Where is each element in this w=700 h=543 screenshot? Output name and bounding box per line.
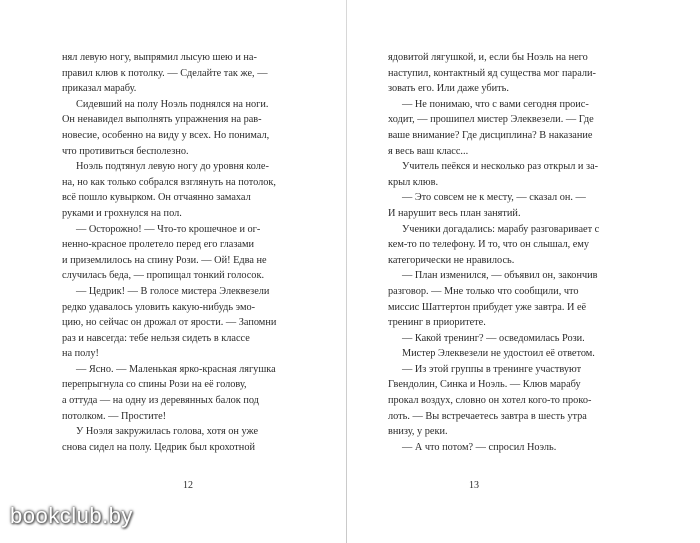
text-line: внизу, у реки. xyxy=(388,426,448,438)
right-page-number: 13 xyxy=(469,480,479,491)
left-page-number: 12 xyxy=(183,480,193,491)
text-line: Ученики догадались: марабу разговаривает с xyxy=(402,223,600,235)
text-line: — Осторожно! — Что-то крошечное и ог- xyxy=(76,223,261,235)
text-line: крыл клюв. xyxy=(388,176,439,188)
text-line: раз и навсегда: тебе нельзя сидеть в классе xyxy=(62,332,250,344)
text-line: всё пошло кувырком. Он отчаянно замахал xyxy=(62,192,251,204)
text-line: лоть. — Вы встречаетесь завтра в шесть утра xyxy=(388,410,587,422)
text-line: Учитель пеёкся и несколько раз открыл и за- xyxy=(402,161,599,173)
text-line: ядовитой лягушкой, и, если бы Ноэль на него xyxy=(388,52,588,63)
text-line: наступил, контактный яд существа мог парали- xyxy=(388,67,596,79)
text-line: зовать его. Или даже убить. xyxy=(388,83,509,95)
text-line: ваше внимание? Где дисциплина? В наказание xyxy=(388,129,593,141)
text-line: на, но как только собрался взглянуть на потолок, xyxy=(62,176,277,188)
text-line: Мистер Элеквезели не удостоил её ответом. xyxy=(402,348,595,360)
text-line: кем-то по телефону. И то, что он слышал, ему xyxy=(388,239,589,251)
text-line: снова сидел на полу. Цедрик был крохотной xyxy=(62,441,255,453)
text-line: ходит, — прошипел мистер Элеквезели. — Где xyxy=(388,114,594,126)
text-line: на полу! xyxy=(62,348,99,360)
text-line: перепрыгнула со спины Рози на её голову, xyxy=(62,379,247,391)
text-line: правил клюв к потолку. — Сделайте так же, — xyxy=(62,67,268,79)
text-line: а оттуда — на одну из деревянных балок под xyxy=(62,395,259,407)
text-line: что противиться бесполезно. xyxy=(62,145,189,157)
text-line: руками и грохнулся на пол. xyxy=(62,207,182,219)
text-line: разговор. — Мне только что сообщили, что xyxy=(388,285,579,297)
text-line: Сидевший на полу Ноэль поднялся на ноги. xyxy=(76,98,269,110)
text-line: — Это совсем не к месту, — сказал он. — xyxy=(402,192,586,204)
text-line: редко удавалось уловить какую-нибудь эмо- xyxy=(62,301,256,313)
text-line: ненно-красное пролетело перед его глазами xyxy=(62,239,255,251)
text-line: — План изменился, — объявил он, закончив xyxy=(402,270,598,282)
right-page xyxy=(347,0,700,543)
text-line: я весь ваш класс... xyxy=(388,145,469,157)
text-line: цию, но сейчас он дрожал от ярости. — Запомни xyxy=(62,317,277,329)
text-line: прокал воздух, словно он хотел кого-то проко- xyxy=(388,395,592,407)
text-line: приказал марабу. xyxy=(62,83,137,95)
text-line: — А что потом? — спросил Ноэль. xyxy=(402,441,557,453)
text-line: — Цедрик! — В голосе мистера Элеквезели xyxy=(76,285,270,297)
text-line: У Ноэля закружилась голова, хотя он уже xyxy=(76,426,259,438)
text-line: потолком. — Простите! xyxy=(62,410,167,422)
text-line: миссис Шаттертон прибудет уже завтра. И её xyxy=(388,301,587,313)
left-page-text xyxy=(62,50,314,455)
text-line: Ноэль подтянул левую ногу до уровня коле- xyxy=(76,161,269,173)
site-watermark: bookclub.by xyxy=(10,503,133,528)
text-line: Гвендолин, Синка и Ноэль. — Клюв марабу xyxy=(388,379,581,391)
text-line: Он ненавидел выполнять упражнения на рав- xyxy=(62,114,262,126)
text-line: и приземлилось на спину Рози. — Ой! Едва не xyxy=(62,254,267,266)
text-line: — Не понимаю, что с вами сегодня проис- xyxy=(402,98,589,110)
text-line: — Какой тренинг? — осведомилась Рози. xyxy=(402,332,585,344)
text-line: — Из этой группы в тренинге участвуют xyxy=(402,363,582,375)
text-line: — Ясно. — Маленькая ярко-красная лягушка xyxy=(76,363,276,375)
text-line: нял левую ногу, выпрямил лысую шею и на- xyxy=(62,52,257,63)
text-line: категорически не нравилось. xyxy=(388,254,515,266)
right-page-text xyxy=(388,50,648,455)
text-line: случилась беда, — пропищал тонкий голосок. xyxy=(62,270,265,282)
left-page xyxy=(0,0,346,543)
text-line: новесие, особенно на виду у всех. Но понимал, xyxy=(62,129,270,141)
text-line: тренинг в приоритете. xyxy=(388,317,486,329)
text-line: И нарушит весь план занятий. xyxy=(388,207,521,219)
